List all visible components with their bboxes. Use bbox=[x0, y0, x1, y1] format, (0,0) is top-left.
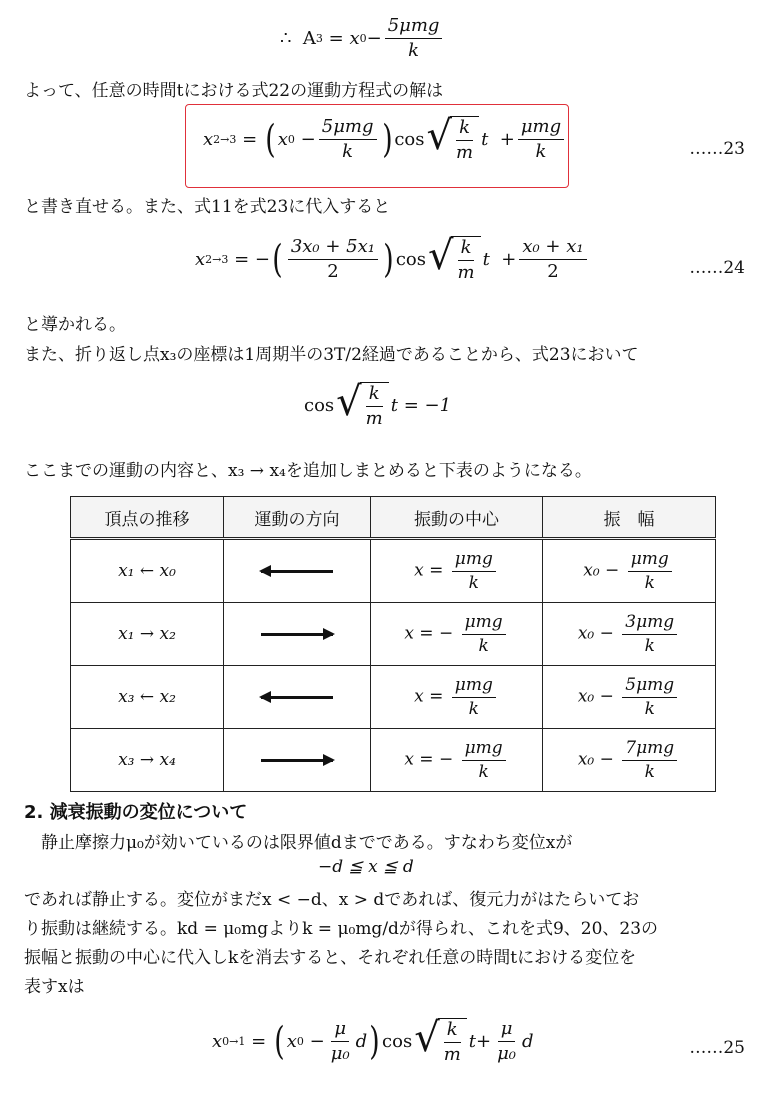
center-prefix: x = bbox=[414, 560, 444, 581]
left-arrow-icon bbox=[261, 696, 333, 699]
amp-prefix: x₀ − bbox=[577, 749, 614, 770]
cell-direction bbox=[224, 603, 371, 666]
cell-direction bbox=[224, 539, 371, 603]
eq25-fraction bbox=[328, 1019, 353, 1064]
a3-num: 5μmg bbox=[385, 16, 443, 39]
eq24-cos: cos bbox=[395, 248, 426, 270]
eq23-lhs: x bbox=[203, 128, 214, 150]
amp-den: k bbox=[644, 635, 655, 656]
cell-direction bbox=[224, 729, 371, 792]
eq25-lhs: x bbox=[212, 1030, 223, 1052]
eq25-fraction-2 bbox=[494, 1019, 519, 1064]
eq25-lhs-sub: 0→1 bbox=[222, 1034, 246, 1048]
equation-25: x 0→1 = ( x 0 − $\frac{\mu}{\text{μ₀}}$ d ) cos √ $\frac{k}{m}$ t + $\frac{\mu}{\text{μ₀}}$ d bbox=[212, 1015, 534, 1065]
eq25-root-den: m bbox=[443, 1043, 461, 1065]
equation-23: x 2→3 = ( x 0 − $\frac{\text{5μmg}}{k}$ ) cos √ $\frac{k}{m}$ t + $\frac{\text{μmg}}{k}$ bbox=[203, 116, 567, 163]
a3-lhs: A bbox=[302, 27, 316, 49]
a3-minus: − bbox=[366, 27, 382, 49]
eq25-t: t bbox=[468, 1030, 476, 1052]
eq25-den2: μ₀ bbox=[497, 1042, 517, 1064]
table-row bbox=[71, 603, 716, 666]
amp-den: k bbox=[644, 698, 655, 719]
a3-fraction bbox=[385, 16, 443, 61]
cell-transition: x₁ ← x₀ bbox=[71, 539, 224, 603]
eq23-sqrt: √ $\frac{k}{m}$ bbox=[426, 116, 479, 163]
center-num: μmg bbox=[462, 739, 506, 761]
eq24-plus: + bbox=[501, 248, 517, 270]
cell-amplitude bbox=[543, 603, 716, 666]
paragraph-line-1: 静止摩擦力μ₀が効いているのは限界値dまでである。すなわち変位xが bbox=[24, 833, 573, 853]
cell-amplitude bbox=[543, 539, 716, 603]
eq25-num: μ bbox=[331, 1019, 349, 1042]
text-line-2: と書き直せる。また、式11を式23に代入すると bbox=[24, 197, 391, 217]
paragraph-line-4: 振幅と振動の中心に代入しkを消去すると、それぞれ任意の時間tにおける変位を bbox=[24, 948, 637, 968]
cell-center bbox=[371, 729, 543, 792]
eq24-root-num: k bbox=[458, 238, 475, 261]
eq24-num2: x₀ + x₁ bbox=[519, 237, 586, 260]
eq25-den: μ₀ bbox=[330, 1042, 350, 1064]
header-amplitude: 振 幅 bbox=[543, 497, 716, 539]
cell-amplitude bbox=[543, 666, 716, 729]
center-den: k bbox=[468, 698, 479, 719]
cos-label: cos bbox=[304, 394, 335, 416]
eq25-equals: = bbox=[251, 1030, 267, 1052]
eq25-sqrt: √ $\frac{k}{m}$ bbox=[414, 1018, 467, 1065]
eq24-equals: = − bbox=[234, 248, 270, 270]
eq25-d: d bbox=[355, 1030, 368, 1052]
eq23-cos: cos bbox=[394, 128, 425, 150]
eq25-d2: d bbox=[522, 1030, 534, 1052]
cos-sqrt: √ $\frac{k}{m}$ bbox=[336, 382, 389, 429]
header-direction: 運動の方向 bbox=[224, 497, 371, 539]
eq23-x0-sub: 0 bbox=[287, 132, 295, 146]
header-vertex-transition: 頂点の推移 bbox=[71, 497, 224, 539]
a3-eq-x0: = x bbox=[328, 27, 360, 49]
eq23-fraction-2 bbox=[518, 117, 564, 162]
eq24-lhs: x bbox=[195, 248, 206, 270]
text-line-4: また、折り返し点x₃の座標は1周期半の3T/2経過であることから、式23において bbox=[24, 345, 639, 365]
amp-num: 5μmg bbox=[622, 676, 677, 698]
inequality: −d ≦ x ≦ d bbox=[318, 857, 414, 877]
cos-root-num: k bbox=[366, 384, 383, 407]
a3-den: k bbox=[408, 39, 420, 61]
left-arrow-icon bbox=[261, 570, 333, 573]
eq23-minus: − bbox=[300, 128, 316, 150]
paragraph-line-5: 表すxは bbox=[24, 977, 85, 997]
eq23-x0: x bbox=[277, 128, 288, 150]
center-prefix: x = bbox=[414, 686, 444, 707]
eq24-fraction-2 bbox=[519, 237, 586, 282]
eq23-number: ……23 bbox=[689, 139, 745, 159]
paragraph-line-3: り振動は継続する。kd = μ₀mgよりk = μ₀mg/dが得られ、これを式9、20、23の bbox=[24, 919, 659, 939]
eq24-t: t bbox=[482, 248, 490, 270]
a3-sub: 3 bbox=[315, 31, 323, 45]
center-num: μmg bbox=[452, 550, 496, 572]
amp-prefix: x₀ − bbox=[583, 560, 620, 581]
eq24-fraction bbox=[288, 237, 378, 282]
paragraph-line-2: であれば静止する。変位がまだx < −d、x > dであれば、復元力がはたらいてお bbox=[24, 890, 640, 910]
amp-num: μmg bbox=[628, 550, 672, 572]
eq23-lhs-sub: 2→3 bbox=[213, 132, 237, 146]
eq24-root-den: m bbox=[457, 261, 475, 283]
eq24-num: 3x₀ + 5x₁ bbox=[288, 237, 378, 260]
eq24-den2: 2 bbox=[547, 260, 559, 282]
cell-center bbox=[371, 539, 543, 603]
eq23-den2: k bbox=[535, 140, 547, 162]
center-num: μmg bbox=[462, 613, 506, 635]
eq25-number: ……25 bbox=[689, 1038, 745, 1058]
eq24-number: ……24 bbox=[689, 258, 745, 278]
amp-den: k bbox=[644, 761, 655, 782]
center-prefix: x = − bbox=[404, 749, 454, 770]
eq23-den: k bbox=[342, 140, 354, 162]
eq23-plus: + bbox=[499, 128, 515, 150]
table-row bbox=[71, 539, 716, 603]
eq25-cos: cos bbox=[382, 1030, 413, 1052]
eq25-plus: + bbox=[476, 1030, 492, 1052]
cos-tail: t = −1 bbox=[390, 394, 452, 416]
eq24-den: 2 bbox=[327, 260, 339, 282]
cell-direction bbox=[224, 666, 371, 729]
table-row bbox=[71, 666, 716, 729]
text-line-5: ここまでの運動の内容と、x₃ → x₄を追加しまとめると下表のようになる。 bbox=[24, 461, 592, 481]
eq23-equals: = bbox=[242, 128, 258, 150]
eq23-root-den: m bbox=[455, 141, 474, 163]
center-den: k bbox=[468, 572, 479, 593]
table-row bbox=[71, 729, 716, 792]
right-arrow-icon bbox=[261, 633, 333, 636]
summary-table bbox=[70, 496, 716, 792]
cell-transition: x₁ → x₂ bbox=[71, 603, 224, 666]
equation-a3 bbox=[280, 16, 445, 61]
center-den: k bbox=[478, 761, 489, 782]
text-line-3: と導かれる。 bbox=[24, 315, 126, 335]
eq23-root-num: k bbox=[456, 118, 473, 141]
eq23-t: t bbox=[481, 128, 489, 150]
eq23-num: 5μmg bbox=[319, 117, 377, 140]
center-num: μmg bbox=[452, 676, 496, 698]
eq25-x0-sub: 0 bbox=[296, 1034, 304, 1048]
header-center: 振動の中心 bbox=[371, 497, 543, 539]
eq23-num2: μmg bbox=[518, 117, 564, 140]
eq25-num2: μ bbox=[498, 1019, 516, 1042]
eq24-sqrt: √ $\frac{k}{m}$ bbox=[428, 236, 481, 283]
center-prefix: x = − bbox=[404, 623, 454, 644]
equation-cos bbox=[304, 379, 452, 429]
section-heading: 2. 減衰振動の変位について bbox=[24, 802, 248, 823]
cell-amplitude bbox=[543, 729, 716, 792]
equation-24: x 2→3 = − ( $\frac{\text{3x₀ + 5x₁}}{2}$ ) cos √ $\frac{k}{m}$ t + $\frac{\text{x₀ + x₁}}{2}$ bbox=[195, 236, 590, 283]
cos-root-den: m bbox=[365, 407, 383, 429]
amp-num: 3μmg bbox=[622, 613, 677, 635]
cell-transition: x₃ ← x₂ bbox=[71, 666, 224, 729]
right-arrow-icon bbox=[261, 759, 333, 762]
a3-x0-sub: 0 bbox=[359, 31, 367, 45]
text-line-1: よって、任意の時間tにおける式22の運動方程式の解は bbox=[24, 81, 444, 101]
eq24-lhs-sub: 2→3 bbox=[205, 252, 229, 266]
cell-transition: x₃ → x₄ bbox=[71, 729, 224, 792]
eq23-fraction bbox=[319, 117, 377, 162]
cell-center bbox=[371, 666, 543, 729]
eq25-x0: x bbox=[286, 1030, 297, 1052]
cell-center bbox=[371, 603, 543, 666]
amp-den: k bbox=[644, 572, 655, 593]
center-den: k bbox=[478, 635, 489, 656]
eq25-root-num: k bbox=[444, 1020, 461, 1043]
eq25-minus: − bbox=[309, 1030, 325, 1052]
therefore-symbol: ∴ bbox=[280, 27, 292, 49]
amp-prefix: x₀ − bbox=[577, 623, 614, 644]
amp-num: 7μmg bbox=[622, 739, 677, 761]
amp-prefix: x₀ − bbox=[577, 686, 614, 707]
